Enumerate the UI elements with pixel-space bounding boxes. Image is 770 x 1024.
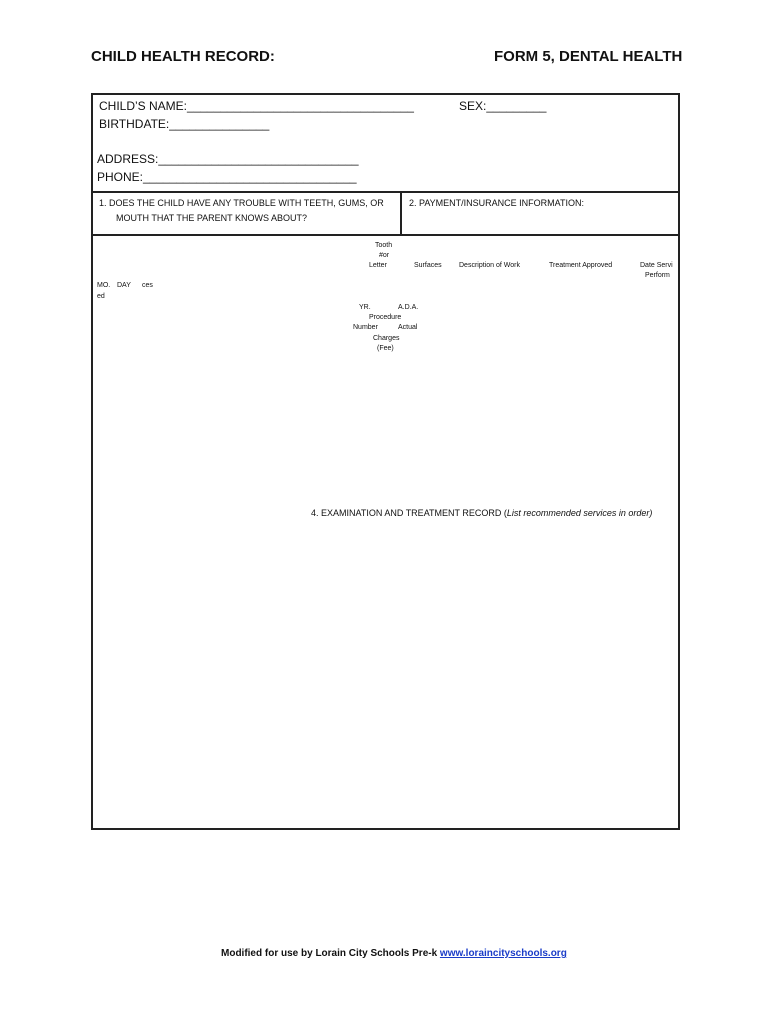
col-actual: Actual bbox=[398, 324, 418, 331]
col-ada: A.D.A. bbox=[398, 304, 419, 311]
question-1-line1: 1. DOES THE CHILD HAVE ANY TROUBLE WITH TEETH, GUMS, OR bbox=[99, 198, 384, 208]
col-number: Number bbox=[353, 324, 378, 331]
col-approved: Treatment Approved bbox=[549, 262, 613, 269]
footer-link[interactable]: www.loraincityschools.org bbox=[439, 948, 567, 959]
sex-field[interactable]: SEX:_________ bbox=[459, 99, 547, 113]
col-description: Description of Work bbox=[459, 262, 520, 269]
col-mo: MO. bbox=[97, 282, 111, 289]
phone-field[interactable]: PHONE:________________________________ bbox=[97, 170, 357, 184]
col-date-2: Perform bbox=[645, 272, 670, 279]
col-fee: (Fee) bbox=[377, 345, 394, 352]
col-yr: YR. bbox=[359, 304, 371, 311]
col-surfaces: Surfaces bbox=[414, 262, 442, 269]
col-charges: Charges bbox=[373, 335, 400, 342]
birthdate-field[interactable]: BIRTHDATE:_______________ bbox=[99, 117, 270, 131]
col-tooth-1: Tooth bbox=[375, 242, 393, 249]
col-tooth-3: Letter bbox=[369, 262, 387, 269]
child-name-field[interactable]: CHILD’S NAME:__________________________________ bbox=[99, 99, 414, 113]
treatment-record-box bbox=[91, 234, 680, 830]
form-subtitle: FORM 5, DENTAL HEALTH bbox=[494, 48, 683, 65]
col-ces: ces bbox=[142, 282, 153, 289]
col-date-1: Date Servi bbox=[640, 262, 673, 269]
col-ed: ed bbox=[97, 293, 105, 300]
address-field[interactable]: ADDRESS:______________________________ bbox=[97, 152, 359, 166]
exam-record-heading bbox=[311, 508, 652, 518]
col-day: DAY bbox=[117, 282, 131, 289]
exam-record-note: List recommended services in order) bbox=[506, 508, 653, 518]
question-1-line2: MOUTH THAT THE PARENT KNOWS ABOUT? bbox=[116, 213, 308, 223]
footer bbox=[221, 948, 567, 959]
col-procedure: Procedure bbox=[369, 314, 402, 321]
question-2-label: 2. PAYMENT/INSURANCE INFORMATION: bbox=[409, 198, 585, 208]
col-tooth-2: #or bbox=[379, 252, 390, 259]
form-title: CHILD HEALTH RECORD: bbox=[91, 48, 275, 65]
footer-text: Modified for use by Lorain City Schools Pre-k bbox=[221, 948, 440, 959]
exam-record-label: 4. EXAMINATION AND TREATMENT RECORD ( bbox=[311, 508, 507, 518]
